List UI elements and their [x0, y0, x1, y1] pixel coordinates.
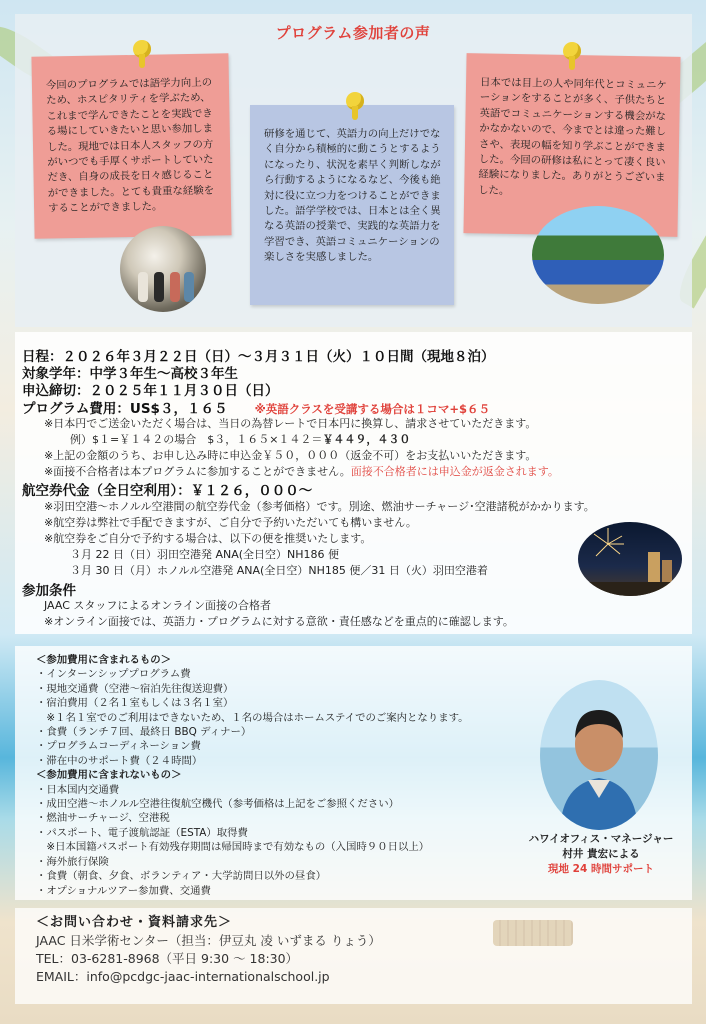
airfare-note-2: ※航空券は弊社で手配できますが、ご自分で予約いただいても構いません。: [44, 516, 417, 529]
group-photo: [532, 206, 664, 304]
included-item: ※１名１室でのご利用はできないため、１名の場合はホームステイでのご案内となります。: [36, 711, 469, 724]
fireworks-photo: [578, 522, 682, 596]
excluded-title: ＜参加費用に含まれないもの＞: [36, 769, 182, 782]
airfare-label: 航空券代金（全日空利用）：: [22, 483, 191, 499]
manager-name: 村井 貴宏による: [562, 848, 640, 860]
excluded-item: ・海外旅行保険: [36, 855, 109, 868]
condition-2: ※オンライン面接では、英語力・プログラムに対する意欲・責任感などを重点的に確認します。: [44, 615, 514, 628]
included-item: ・プログラムコーディネーション費: [36, 740, 201, 753]
testimonial-note-1: [31, 53, 231, 238]
testimonial-text: 日本では目上の人や同年代とコミュニケーションをすることが多く、子供たちと英語でコミュニケーションする機会がなかなかないので、今までとは違った難しさや、表現の幅を知り学ぶことができました。今回の研修は私にとって凄く良い経験になりました。ありがとうございました。: [478, 76, 667, 197]
program-fee-line: [22, 397, 490, 417]
testimonial-text: 研修を通じて、英語力の向上だけでなく自分から積極的に動こうとするようになったり、状況を素早く判断しながら行動するようになるなど、今後も絶対に役に立つ力をつけることができました。語学学校では、日本とは全く異なる英語の授業で、実践的な英語力を学習でき、英語コミュニケーションの楽しさを実感しました。: [264, 128, 441, 264]
contact-title: ＜お問い合わせ・資料請求先＞: [36, 915, 233, 930]
voices-title: プログラム参加者の声: [275, 24, 431, 42]
flight-return: ３月 30 日（月）ホノルル空港発 ANA(全日空）NH185 便／31 日（火）羽田空港着: [70, 564, 488, 577]
conditions-label: 参加条件: [22, 583, 76, 599]
excluded-item: ・オプショナルツアー参加費、交通費: [36, 884, 211, 897]
refund-note: 面接不合格者には申込金が返金されます。: [350, 465, 559, 478]
pushpin-icon: [133, 40, 151, 70]
contact-org: JAAC 日米学術センター（担当：伊豆丸 凌 いずまる りょう）: [36, 933, 381, 948]
airfare-note-1: ※羽田空港～ホノルル空港間の航空券代金（参考価格）です。別途、燃油サーチャージ･空港諸税がかかります。: [44, 500, 595, 513]
support-label: 現地 24 時間サポート: [548, 863, 654, 875]
manager-title: ハワイオフィス・マネージャー: [528, 833, 674, 845]
included-title: ＜参加費用に含まれるもの＞: [36, 654, 172, 666]
excluded-item: ・パスポート、電子渡航認証（ESTA）取得費: [36, 826, 248, 839]
airfare-line: [22, 479, 312, 499]
fee-example-text: 例）$１=￥１４２の場合 $３，１６５×１４２＝: [70, 433, 323, 446]
excluded-item: ※日本国籍パスポート有効残存期間は帰国時まで有効なもの（入国時９０日以上）: [36, 841, 430, 854]
interview-note-text: ※面接不合格者は本プログラムに参加することができません。: [44, 465, 351, 478]
included-item: ・食費（ランチ７回、最終日 BBQ ディナー）: [36, 726, 252, 739]
program-fee-value: US$３，１６５: [129, 401, 228, 417]
contact-tel[interactable]: TEL：03-6281-8968（平日 9:30 ～ 18:30）: [36, 951, 299, 966]
interview-note: [22, 463, 559, 479]
excluded-item: ・成田空港～ホノルル空港往復航空機代（参考価格は上記をご参照ください）: [36, 798, 399, 811]
airfare-note-3: ※航空券をご自分で予約する場合は、以下の便を推奨いたします。: [44, 532, 372, 545]
target-grade: 対象学年：中学３年生～高校３年生: [22, 366, 238, 382]
fee-example-value: ￥４４９，４３０: [322, 433, 411, 446]
program-dates: 日程：２０２６年３月２２日（日）～３月３１日（火）１０日間（現地８泊）: [22, 349, 495, 365]
testimonial-text: 今回のプログラムでは語学力向上のため、ホスピタリティを学ぶため、これまで学んできたことを実践できる場にしていきたいと思い参加しました。現地では日本人スタッフの方がいつでも手厚くサポートしていただき、自身の成長を日々感じることができました。とても貴重な経験をすることができました。: [45, 76, 215, 215]
program-fee-label: プログラム費用：: [22, 401, 130, 417]
excluded-item: ・食費（朝食、夕食、ボランティア・大学訪問日以外の昼食）: [36, 870, 327, 883]
manager-caption: [506, 832, 696, 877]
fee-example: [22, 431, 410, 447]
english-class-option: ※英語クラスを受講する場合は１コマ+$６５: [254, 402, 491, 416]
testimonial-note-2: [250, 105, 454, 305]
deposit-note: ※上記の金額のうち、お申し込み時に申込金￥５０，０００（返金不可）をお支払いいただきます。: [44, 449, 537, 462]
contact-block: [36, 914, 381, 986]
included-item: ・滞在中のサポート費（２４時間）: [36, 754, 203, 767]
fee-note-yen: ※日本円でご送金いただく場合は、当日の為替レートで日本円に換算し、請求させていただきます。: [44, 417, 537, 430]
fee-details: [36, 653, 536, 898]
beach-chair-decoration: [493, 920, 573, 946]
application-deadline: 申込締切：２０２５年１１月３０日（日）: [22, 383, 279, 399]
excluded-item: ・燃油サーチャージ、空港税: [36, 812, 170, 825]
airfare-value: ￥１２６，０００～: [190, 483, 313, 499]
excluded-item: ・日本国内交通費: [36, 783, 120, 796]
flight-outbound: ３月 22 日（日）羽田空港発 ANA(全日空）NH186 便: [70, 548, 340, 561]
included-item: ・宿泊費用（２名１室もしくは３名１室）: [36, 697, 234, 710]
pushpin-icon: [346, 92, 364, 122]
manager-photo: [540, 680, 658, 830]
condition-1: JAAC スタッフによるオンライン面接の合格者: [44, 599, 272, 612]
included-item: ・現地交通費（空港～宿泊先往復送迎費）: [36, 682, 234, 695]
pushpin-icon: [563, 42, 581, 72]
participants-photo: [120, 226, 206, 312]
included-item: ・インターンシッププログラム費: [36, 668, 191, 681]
contact-email[interactable]: EMAIL：info@pcdgc-jaac-internationalschool.jp: [36, 969, 330, 984]
